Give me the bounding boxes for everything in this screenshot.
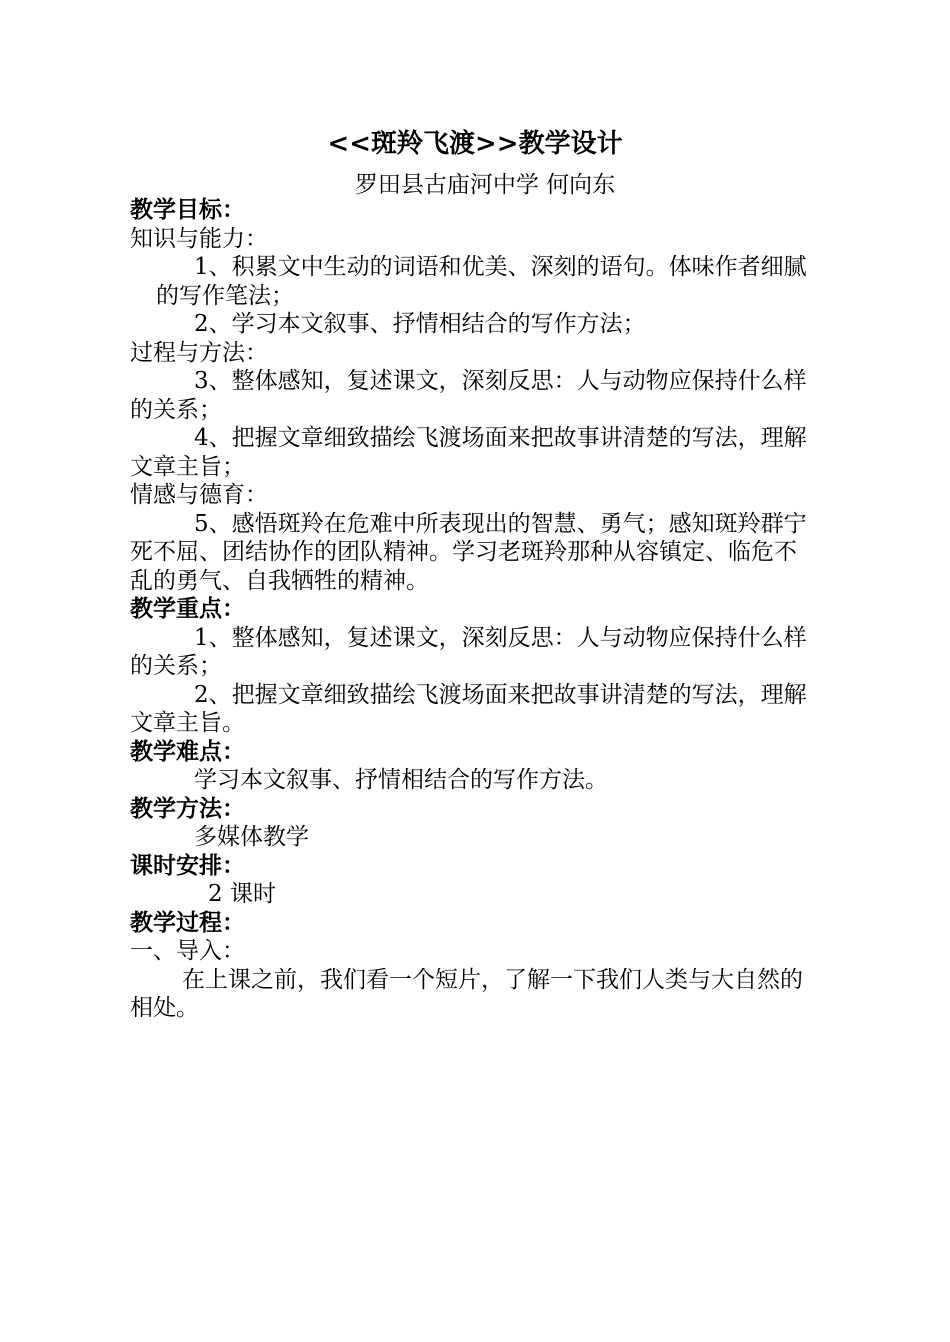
objective-4-line-1: 4、把握文章细致描绘飞渡场面来把故事讲清楚的写法，理解: [194, 425, 807, 451]
section-heading-schedule: 课时安排：: [130, 851, 245, 879]
objective-3-line-2: 的关系；: [130, 396, 222, 423]
step-1-line-1: 在上课之前，我们看一个短片，了解一下我们人类与大自然的: [182, 966, 803, 993]
key-point-1-line-1: 1、整体感知，复述课文，深刻反思：人与动物应保持什么样: [194, 624, 807, 651]
objective-1-line-1: 1、积累文中生动的词语和优美、深刻的语句。体味作者细腻: [194, 254, 807, 280]
section-heading-key-points: 教学重点：: [130, 595, 245, 622]
objective-3-line-1: 3、整体感知，复述课文，深刻反思：人与动物应保持什么样: [194, 368, 807, 394]
key-point-2-line-2: 文章主旨。: [130, 710, 245, 736]
step-1-heading: 一、导入：: [130, 938, 245, 964]
author-line: 罗田县古庙河中学 何向东: [354, 172, 616, 198]
subheading-process: 过程与方法：: [130, 339, 268, 366]
section-heading-difficulties: 教学难点：: [130, 737, 245, 765]
objective-2: 2、学习本文叙事、抒情相结合的写作方法；: [194, 311, 646, 337]
objective-5-line-2: 死不屈、团结协作的团队精神。学习老斑羚那种从容镇定、临危不: [130, 539, 797, 565]
objective-1-line-2: 的写作笔法；: [156, 282, 294, 309]
subheading-knowledge: 知识与能力：: [130, 225, 268, 252]
section-heading-methods: 教学方法：: [130, 794, 245, 822]
objective-5-line-1: 5、感悟斑羚在危难中所表现出的智慧、勇气；感知斑羚群宁: [194, 510, 807, 537]
section-heading-objectives: 教学目标：: [130, 196, 245, 223]
section-heading-process: 教学过程：: [130, 908, 245, 936]
document-body: [130, 196, 852, 1023]
objective-4-line-2: 文章主旨；: [130, 453, 245, 480]
key-point-2-line-1: 2、把握文章细致描绘飞渡场面来把故事讲清楚的写法，理解: [194, 681, 807, 708]
difficulty-text: 学习本文叙事、抒情相结合的写作方法。: [194, 767, 608, 793]
subheading-emotion: 情感与德育：: [130, 482, 268, 508]
document-title: <<斑羚飞渡>>教学设计: [327, 129, 623, 159]
objective-5-line-3: 乱的勇气、自我牺牲的精神。: [130, 567, 429, 594]
method-text: 多媒体教学: [194, 824, 309, 850]
step-1-line-2: 相处。: [130, 995, 199, 1021]
key-point-1-line-2: 的关系；: [130, 653, 222, 679]
schedule-text: 2 课时: [208, 881, 276, 907]
